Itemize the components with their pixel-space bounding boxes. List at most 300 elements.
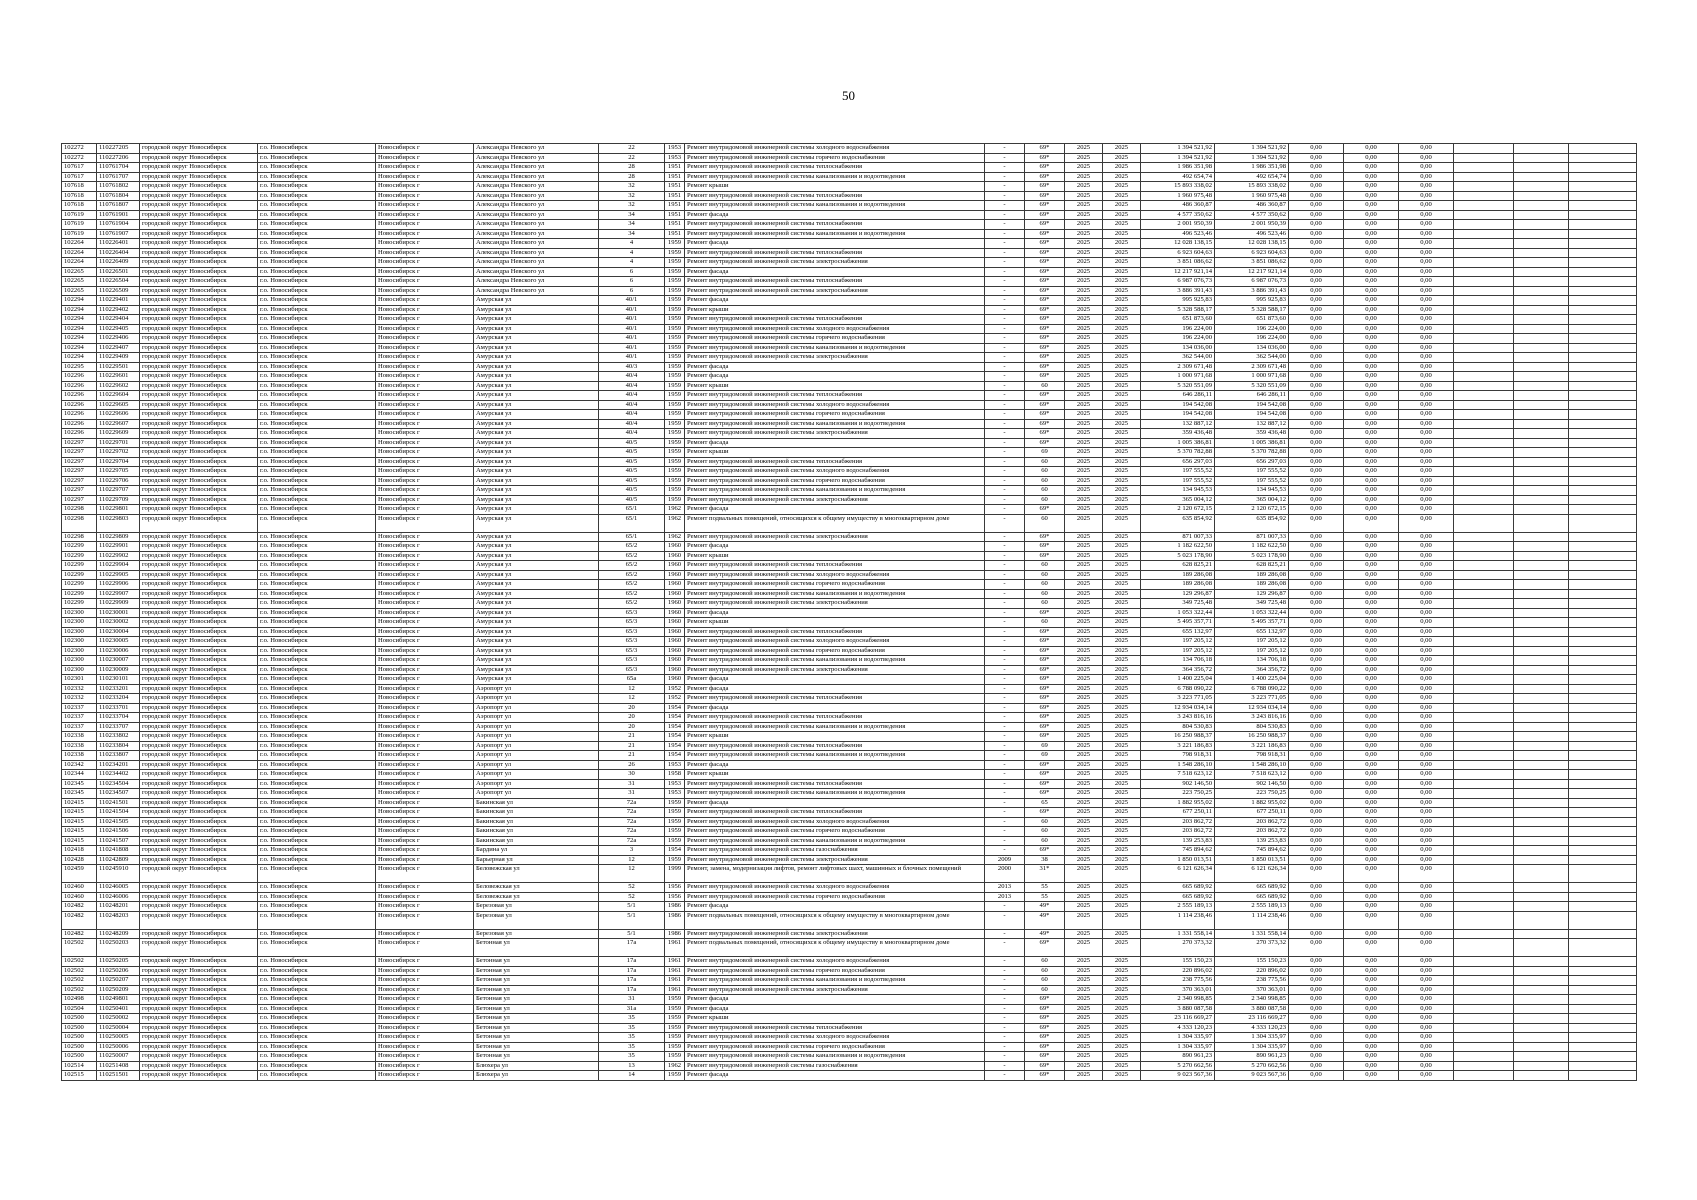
cell-regional-fund: 12 217 921,14 xyxy=(1215,267,1289,277)
cell-settlement: г.о. Новосибирск xyxy=(258,741,376,751)
cell-extra-1 xyxy=(1454,372,1514,382)
cell-settlement: г.о. Новосибирск xyxy=(258,286,376,296)
cell-street: Бетонная ул xyxy=(474,1042,599,1052)
cell-last-repair-year: - xyxy=(985,495,1025,505)
cell-end-year: 2025 xyxy=(1103,1052,1141,1062)
cell-federal-funds: 0,00 xyxy=(1289,1014,1344,1024)
cell-wear-percent: 69* xyxy=(1025,239,1065,249)
cell-municipality: городской округ Новосибирск xyxy=(140,210,258,220)
cell-extra-2 xyxy=(1514,1061,1569,1071)
table-row xyxy=(62,966,1637,976)
cell-build-year: 1959 xyxy=(665,1042,685,1052)
cell-regional-fund: 646 286,11 xyxy=(1215,391,1289,401)
cell-city: Новосибирск г xyxy=(376,239,474,249)
cell-owner-funds: 0,00 xyxy=(1399,713,1454,723)
cell-street: Амурская ул xyxy=(474,532,599,542)
cell-settlement: г.о. Новосибирск xyxy=(258,976,376,986)
cell-budget-funds: 0,00 xyxy=(1344,902,1399,912)
cell-extra-2 xyxy=(1514,675,1569,685)
cell-city: Новосибирск г xyxy=(376,334,474,344)
cell-work-type: Ремонт внутридомовой инженерной системы канализования и водоотведения xyxy=(685,419,985,429)
cell-municipality: городской округ Новосибирск xyxy=(140,817,258,827)
cell-federal-funds: 0,00 xyxy=(1289,229,1344,239)
cell-regional-fund: 3 886 391,43 xyxy=(1215,286,1289,296)
cell-build-year: 1951 xyxy=(665,220,685,230)
cell-extra-1 xyxy=(1454,267,1514,277)
cell-street: Бетонная ул xyxy=(474,995,599,1005)
cell-owner-funds: 0,00 xyxy=(1399,599,1454,609)
cell-municipality: городской округ Новосибирск xyxy=(140,939,258,957)
cell-budget-funds: 0,00 xyxy=(1344,410,1399,420)
cell-extra-2 xyxy=(1514,1052,1569,1062)
cell-extra-3 xyxy=(1569,448,1637,458)
cell-extra-3 xyxy=(1569,163,1637,173)
cell-extra-3 xyxy=(1569,1061,1637,1071)
cell-extra-1 xyxy=(1454,277,1514,287)
cell-street: Бетонная ул xyxy=(474,1033,599,1043)
cell-last-repair-year: - xyxy=(985,637,1025,647)
cell-budget-funds: 0,00 xyxy=(1344,1061,1399,1071)
cell-last-repair-year: - xyxy=(985,372,1025,382)
cell-regional-fund: 635 854,92 xyxy=(1215,514,1289,532)
cell-start-year: 2025 xyxy=(1065,532,1103,542)
cell-street: Аэропорт ул xyxy=(474,732,599,742)
cell-build-year: 1960 xyxy=(665,675,685,685)
cell-owner-funds: 0,00 xyxy=(1399,334,1454,344)
cell-end-year: 2025 xyxy=(1103,694,1141,704)
cell-settlement: г.о. Новосибирск xyxy=(258,637,376,647)
cell-extra-2 xyxy=(1514,1042,1569,1052)
cell-street: Амурская ул xyxy=(474,580,599,590)
cell-federal-funds: 0,00 xyxy=(1289,789,1344,799)
cell-owner-funds: 0,00 xyxy=(1399,656,1454,666)
table-row xyxy=(62,1014,1637,1024)
cell-city: Новосибирск г xyxy=(376,929,474,939)
cell-house-number: 34 xyxy=(599,229,665,239)
cell-last-repair-year: - xyxy=(985,153,1025,163)
cell-federal-funds: 0,00 xyxy=(1289,315,1344,325)
cell-settlement: г.о. Новосибирск xyxy=(258,939,376,957)
cell-street: Александра Невского ул xyxy=(474,267,599,277)
cell-build-year: 1986 xyxy=(665,902,685,912)
cell-house-id: 102342 xyxy=(62,760,97,770)
cell-settlement: г.о. Новосибирск xyxy=(258,315,376,325)
cell-house-number: 65/2 xyxy=(599,542,665,552)
table-row xyxy=(62,324,1637,334)
cell-total-cost: 238 775,56 xyxy=(1141,976,1215,986)
cell-last-repair-year: - xyxy=(985,570,1025,580)
cell-municipality: городской округ Новосибирск xyxy=(140,827,258,837)
cell-work-type: Ремонт внутридомовой инженерной системы электроснабжения xyxy=(685,353,985,363)
cell-house-number: 40/4 xyxy=(599,372,665,382)
cell-house-id: 102502 xyxy=(62,985,97,995)
cell-work-id: 110229705 xyxy=(97,467,140,477)
cell-start-year: 2025 xyxy=(1065,448,1103,458)
cell-owner-funds: 0,00 xyxy=(1399,296,1454,306)
cell-municipality: городской округ Новосибирск xyxy=(140,1014,258,1024)
cell-street: Амурская ул xyxy=(474,324,599,334)
cell-extra-3 xyxy=(1569,410,1637,420)
cell-end-year: 2025 xyxy=(1103,438,1141,448)
cell-build-year: 1959 xyxy=(665,1014,685,1024)
cell-last-repair-year: - xyxy=(985,163,1025,173)
cell-federal-funds: 0,00 xyxy=(1289,656,1344,666)
cell-start-year: 2025 xyxy=(1065,182,1103,192)
cell-regional-fund: 134 036,00 xyxy=(1215,343,1289,353)
cell-regional-fund: 656 297,03 xyxy=(1215,457,1289,467)
table-row xyxy=(62,1042,1637,1052)
cell-extra-1 xyxy=(1454,570,1514,580)
cell-work-id: 110229605 xyxy=(97,400,140,410)
cell-end-year: 2025 xyxy=(1103,429,1141,439)
cell-work-id: 110230005 xyxy=(97,637,140,647)
cell-settlement: г.о. Новосибирск xyxy=(258,580,376,590)
cell-regional-fund: 5 328 588,17 xyxy=(1215,305,1289,315)
cell-budget-funds: 0,00 xyxy=(1344,957,1399,967)
cell-work-id: 110230001 xyxy=(97,608,140,618)
table-row xyxy=(62,1071,1637,1081)
cell-owner-funds: 0,00 xyxy=(1399,883,1454,893)
cell-owner-funds: 0,00 xyxy=(1399,770,1454,780)
cell-house-id: 102295 xyxy=(62,362,97,372)
cell-extra-3 xyxy=(1569,353,1637,363)
cell-municipality: городской округ Новосибирск xyxy=(140,220,258,230)
cell-owner-funds: 0,00 xyxy=(1399,277,1454,287)
cell-city: Новосибирск г xyxy=(376,741,474,751)
cell-house-number: 65а xyxy=(599,675,665,685)
cell-start-year: 2025 xyxy=(1065,172,1103,182)
cell-settlement: г.о. Новосибирск xyxy=(258,172,376,182)
cell-extra-2 xyxy=(1514,589,1569,599)
cell-street: Александра Невского ул xyxy=(474,248,599,258)
cell-wear-percent: 69* xyxy=(1025,324,1065,334)
cell-settlement: г.о. Новосибирск xyxy=(258,892,376,902)
cell-work-id: 110229907 xyxy=(97,589,140,599)
cell-total-cost: 5 370 782,88 xyxy=(1141,448,1215,458)
cell-budget-funds: 0,00 xyxy=(1344,589,1399,599)
cell-house-number: 31 xyxy=(599,779,665,789)
cell-house-id: 102415 xyxy=(62,836,97,846)
cell-wear-percent: 60 xyxy=(1025,381,1065,391)
cell-settlement: г.о. Новосибирск xyxy=(258,551,376,561)
cell-extra-2 xyxy=(1514,827,1569,837)
cell-wear-percent: 69* xyxy=(1025,505,1065,515)
cell-federal-funds: 0,00 xyxy=(1289,570,1344,580)
cell-owner-funds: 0,00 xyxy=(1399,505,1454,515)
cell-work-type: Ремонт внутридомовой инженерной системы горячего водоснабжения xyxy=(685,966,985,976)
table-body xyxy=(62,144,1637,1081)
cell-extra-3 xyxy=(1569,551,1637,561)
cell-wear-percent: 60 xyxy=(1025,589,1065,599)
cell-start-year: 2025 xyxy=(1065,846,1103,856)
cell-city: Новосибирск г xyxy=(376,514,474,532)
cell-street: Александра Невского ул xyxy=(474,277,599,287)
cell-total-cost: 995 925,83 xyxy=(1141,296,1215,306)
cell-work-type: Ремонт внутридомовой инженерной системы канализования и водоотведения xyxy=(685,751,985,761)
cell-start-year: 2025 xyxy=(1065,400,1103,410)
cell-municipality: городской округ Новосибирск xyxy=(140,741,258,751)
cell-owner-funds: 0,00 xyxy=(1399,751,1454,761)
cell-start-year: 2025 xyxy=(1065,808,1103,818)
cell-wear-percent: 69* xyxy=(1025,694,1065,704)
cell-budget-funds: 0,00 xyxy=(1344,789,1399,799)
cell-street: Бетонная ул xyxy=(474,976,599,986)
cell-extra-2 xyxy=(1514,846,1569,856)
cell-regional-fund: 197 555,52 xyxy=(1215,476,1289,486)
table-row xyxy=(62,334,1637,344)
cell-last-repair-year: - xyxy=(985,438,1025,448)
table-row xyxy=(62,703,1637,713)
cell-extra-2 xyxy=(1514,713,1569,723)
cell-wear-percent: 49* xyxy=(1025,902,1065,912)
cell-extra-2 xyxy=(1514,732,1569,742)
cell-regional-fund: 132 887,12 xyxy=(1215,419,1289,429)
cell-build-year: 1951 xyxy=(665,182,685,192)
cell-extra-1 xyxy=(1454,391,1514,401)
cell-start-year: 2025 xyxy=(1065,561,1103,571)
cell-start-year: 2025 xyxy=(1065,381,1103,391)
cell-house-number: 65/1 xyxy=(599,532,665,542)
cell-end-year: 2025 xyxy=(1103,808,1141,818)
cell-build-year: 1959 xyxy=(665,429,685,439)
cell-wear-percent: 69* xyxy=(1025,163,1065,173)
cell-house-number: 12 xyxy=(599,865,665,883)
cell-regional-fund: 486 360,87 xyxy=(1215,201,1289,211)
cell-end-year: 2025 xyxy=(1103,684,1141,694)
cell-work-type: Ремонт внутридомовой инженерной системы теплоснабжения xyxy=(685,457,985,467)
cell-owner-funds: 0,00 xyxy=(1399,892,1454,902)
cell-build-year: 1959 xyxy=(665,1071,685,1081)
cell-city: Новосибирск г xyxy=(376,957,474,967)
cell-extra-1 xyxy=(1454,675,1514,685)
cell-owner-funds: 0,00 xyxy=(1399,1061,1454,1071)
cell-extra-1 xyxy=(1454,929,1514,939)
cell-owner-funds: 0,00 xyxy=(1399,627,1454,637)
cell-settlement: г.о. Новосибирск xyxy=(258,419,376,429)
cell-wear-percent: 69* xyxy=(1025,410,1065,420)
cell-regional-fund: 16 250 988,37 xyxy=(1215,732,1289,742)
cell-last-repair-year: 2009 xyxy=(985,855,1025,865)
cell-wear-percent: 69* xyxy=(1025,656,1065,666)
cell-city: Новосибирск г xyxy=(376,505,474,515)
cell-total-cost: 4 577 350,62 xyxy=(1141,210,1215,220)
cell-house-id: 102415 xyxy=(62,817,97,827)
cell-start-year: 2025 xyxy=(1065,760,1103,770)
cell-work-type: Ремонт внутридомовой инженерной системы холодного водоснабжения xyxy=(685,637,985,647)
cell-wear-percent: 38 xyxy=(1025,855,1065,865)
cell-extra-2 xyxy=(1514,296,1569,306)
cell-wear-percent: 69* xyxy=(1025,353,1065,363)
cell-work-type: Ремонт крыши xyxy=(685,618,985,628)
cell-work-id: 110229704 xyxy=(97,457,140,467)
cell-end-year: 2025 xyxy=(1103,514,1141,532)
table-row xyxy=(62,760,1637,770)
cell-settlement: г.о. Новосибирск xyxy=(258,1061,376,1071)
cell-owner-funds: 0,00 xyxy=(1399,400,1454,410)
cell-total-cost: 365 004,12 xyxy=(1141,495,1215,505)
cell-build-year: 1960 xyxy=(665,561,685,571)
cell-total-cost: 139 253,83 xyxy=(1141,836,1215,846)
cell-settlement: г.о. Новосибирск xyxy=(258,448,376,458)
cell-house-number: 35 xyxy=(599,1033,665,1043)
cell-last-repair-year: - xyxy=(985,929,1025,939)
cell-house-id: 102299 xyxy=(62,542,97,552)
cell-work-id: 110230006 xyxy=(97,646,140,656)
cell-settlement: г.о. Новосибирск xyxy=(258,1052,376,1062)
cell-extra-2 xyxy=(1514,542,1569,552)
cell-house-id: 102299 xyxy=(62,589,97,599)
cell-city: Новосибирск г xyxy=(376,883,474,893)
cell-extra-2 xyxy=(1514,419,1569,429)
cell-federal-funds: 0,00 xyxy=(1289,505,1344,515)
cell-end-year: 2025 xyxy=(1103,381,1141,391)
cell-work-type: Ремонт внутридомовой инженерной системы теплоснабжения xyxy=(685,694,985,704)
cell-extra-3 xyxy=(1569,751,1637,761)
cell-city: Новосибирск г xyxy=(376,172,474,182)
cell-start-year: 2025 xyxy=(1065,1023,1103,1033)
cell-extra-3 xyxy=(1569,855,1637,865)
table-row xyxy=(62,362,1637,372)
cell-regional-fund: 197 205,12 xyxy=(1215,637,1289,647)
cell-last-repair-year: - xyxy=(985,343,1025,353)
cell-budget-funds: 0,00 xyxy=(1344,892,1399,902)
cell-wear-percent: 69* xyxy=(1025,429,1065,439)
cell-work-type: Ремонт подвальных помещений, относящихся к общему имуществу в многоквартирном доме xyxy=(685,911,985,929)
cell-house-id: 102502 xyxy=(62,976,97,986)
cell-extra-3 xyxy=(1569,258,1637,268)
cell-extra-3 xyxy=(1569,391,1637,401)
cell-regional-fund: 370 363,01 xyxy=(1215,985,1289,995)
cell-street: Аэропорт ул xyxy=(474,713,599,723)
cell-street: Амурская ул xyxy=(474,514,599,532)
cell-end-year: 2025 xyxy=(1103,656,1141,666)
cell-work-type: Ремонт внутридомовой инженерной системы электроснабжения xyxy=(685,258,985,268)
cell-federal-funds: 0,00 xyxy=(1289,353,1344,363)
cell-last-repair-year: - xyxy=(985,789,1025,799)
cell-owner-funds: 0,00 xyxy=(1399,684,1454,694)
cell-extra-1 xyxy=(1454,248,1514,258)
cell-extra-1 xyxy=(1454,1052,1514,1062)
cell-city: Новосибирск г xyxy=(376,1033,474,1043)
cell-federal-funds: 0,00 xyxy=(1289,267,1344,277)
cell-start-year: 2025 xyxy=(1065,153,1103,163)
cell-city: Новосибирск г xyxy=(376,1042,474,1052)
cell-owner-funds: 0,00 xyxy=(1399,957,1454,967)
cell-budget-funds: 0,00 xyxy=(1344,258,1399,268)
table-row xyxy=(62,732,1637,742)
cell-build-year: 1960 xyxy=(665,627,685,637)
cell-federal-funds: 0,00 xyxy=(1289,627,1344,637)
cell-work-id: 110229909 xyxy=(97,599,140,609)
cell-total-cost: 9 023 567,36 xyxy=(1141,1071,1215,1081)
cell-house-id: 102300 xyxy=(62,637,97,647)
cell-extra-1 xyxy=(1454,182,1514,192)
cell-budget-funds: 0,00 xyxy=(1344,779,1399,789)
cell-extra-1 xyxy=(1454,353,1514,363)
cell-extra-2 xyxy=(1514,172,1569,182)
cell-extra-2 xyxy=(1514,637,1569,647)
cell-city: Новосибирск г xyxy=(376,201,474,211)
cell-extra-1 xyxy=(1454,448,1514,458)
cell-owner-funds: 0,00 xyxy=(1399,467,1454,477)
cell-house-number: 5/1 xyxy=(599,902,665,912)
cell-start-year: 2025 xyxy=(1065,722,1103,732)
cell-total-cost: 134 706,18 xyxy=(1141,656,1215,666)
cell-regional-fund: 628 825,21 xyxy=(1215,561,1289,571)
cell-extra-2 xyxy=(1514,836,1569,846)
cell-wear-percent: 69* xyxy=(1025,732,1065,742)
cell-municipality: городской округ Новосибирск xyxy=(140,1023,258,1033)
cell-budget-funds: 0,00 xyxy=(1344,1052,1399,1062)
cell-extra-2 xyxy=(1514,1004,1569,1014)
cell-street: Амурская ул xyxy=(474,429,599,439)
cell-wear-percent: 60 xyxy=(1025,836,1065,846)
cell-budget-funds: 0,00 xyxy=(1344,495,1399,505)
cell-street: Амурская ул xyxy=(474,305,599,315)
cell-build-year: 1960 xyxy=(665,646,685,656)
cell-municipality: городской округ Новосибирск xyxy=(140,646,258,656)
cell-settlement: г.о. Новосибирск xyxy=(258,495,376,505)
cell-extra-3 xyxy=(1569,210,1637,220)
cell-work-type: Ремонт внутридомовой инженерной системы горячего водоснабжения xyxy=(685,334,985,344)
cell-extra-3 xyxy=(1569,995,1637,1005)
cell-house-number: 17а xyxy=(599,939,665,957)
cell-city: Новосибирск г xyxy=(376,966,474,976)
cell-house-number: 6 xyxy=(599,267,665,277)
cell-regional-fund: 1 548 286,10 xyxy=(1215,760,1289,770)
cell-budget-funds: 0,00 xyxy=(1344,966,1399,976)
cell-budget-funds: 0,00 xyxy=(1344,995,1399,1005)
cell-federal-funds: 0,00 xyxy=(1289,561,1344,571)
cell-extra-2 xyxy=(1514,995,1569,1005)
cell-last-repair-year: 2013 xyxy=(985,883,1025,893)
cell-regional-fund: 2 309 671,48 xyxy=(1215,362,1289,372)
cell-wear-percent: 69* xyxy=(1025,995,1065,1005)
cell-last-repair-year: - xyxy=(985,239,1025,249)
cell-federal-funds: 0,00 xyxy=(1289,551,1344,561)
cell-total-cost: 3 880 087,58 xyxy=(1141,1004,1215,1014)
cell-total-cost: 651 873,60 xyxy=(1141,315,1215,325)
cell-street: Аэропорт ул xyxy=(474,760,599,770)
cell-regional-fund: 5 320 551,09 xyxy=(1215,381,1289,391)
cell-work-id: 110226504 xyxy=(97,277,140,287)
cell-work-id: 110230009 xyxy=(97,665,140,675)
cell-federal-funds: 0,00 xyxy=(1289,985,1344,995)
cell-house-number: 21 xyxy=(599,741,665,751)
cell-budget-funds: 0,00 xyxy=(1344,239,1399,249)
cell-wear-percent: 69* xyxy=(1025,210,1065,220)
cell-owner-funds: 0,00 xyxy=(1399,144,1454,154)
cell-build-year: 1959 xyxy=(665,817,685,827)
cell-work-type: Ремонт внутридомовой инженерной системы электроснабжения xyxy=(685,929,985,939)
cell-total-cost: 270 373,32 xyxy=(1141,939,1215,957)
cell-end-year: 2025 xyxy=(1103,789,1141,799)
cell-wear-percent: 60 xyxy=(1025,495,1065,505)
cell-owner-funds: 0,00 xyxy=(1399,410,1454,420)
cell-budget-funds: 0,00 xyxy=(1344,929,1399,939)
cell-budget-funds: 0,00 xyxy=(1344,618,1399,628)
cell-owner-funds: 0,00 xyxy=(1399,798,1454,808)
table-row xyxy=(62,779,1637,789)
cell-house-number: 13 xyxy=(599,1061,665,1071)
cell-extra-3 xyxy=(1569,429,1637,439)
cell-start-year: 2025 xyxy=(1065,798,1103,808)
cell-house-id: 102298 xyxy=(62,514,97,532)
cell-start-year: 2025 xyxy=(1065,286,1103,296)
table-row xyxy=(62,741,1637,751)
cell-extra-2 xyxy=(1514,248,1569,258)
cell-extra-1 xyxy=(1454,191,1514,201)
